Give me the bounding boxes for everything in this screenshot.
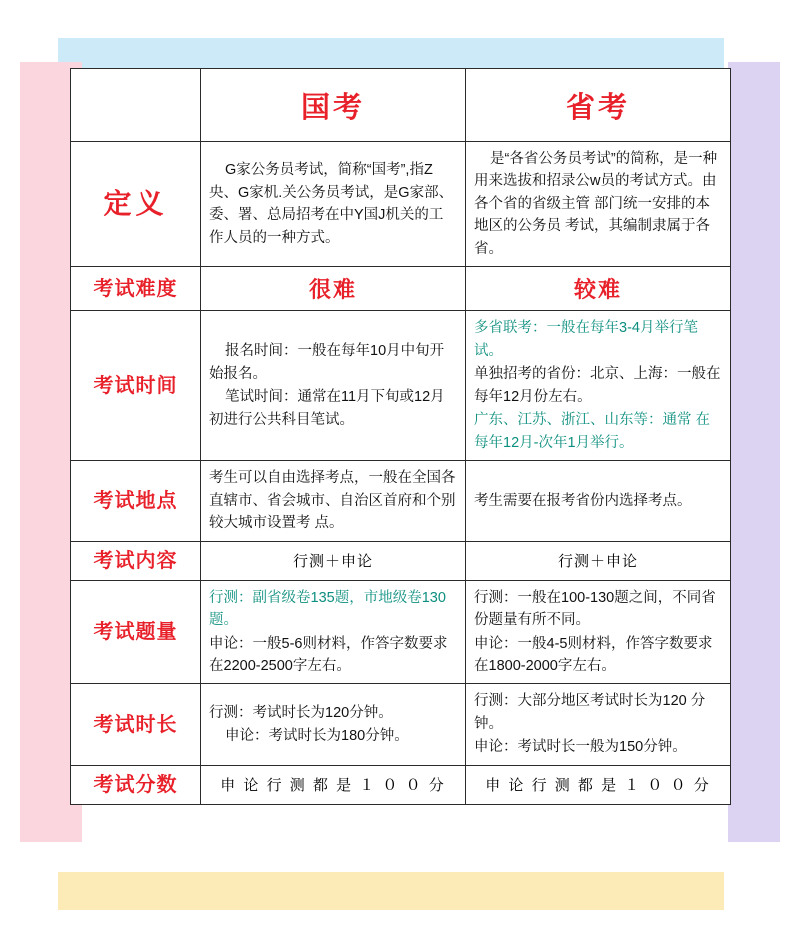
cell-text: 行测：副省级卷135题，市地级卷130题。 — [209, 589, 446, 629]
cell-text: 申论：考试时长为180分钟。 — [225, 728, 409, 745]
cell-text: 申论：一般4-5则材料，作答字数要求在1800-2000字左右。 — [474, 635, 713, 674]
row-label-exam-location: 考试地点 — [71, 461, 201, 541]
cell-exam-time-shengkao — [466, 311, 731, 461]
row-label-difficulty: 考试难度 — [71, 267, 201, 311]
cell-text: 多省联考：一般在每年3-4月举行笔试。 — [474, 320, 698, 359]
table-row — [71, 267, 731, 311]
row-label-exam-time: 考试时间 — [71, 311, 201, 461]
cell-difficulty-shengkao: 较难 — [466, 267, 731, 311]
decor-bottom-yellow-band — [58, 872, 724, 910]
table-header-row — [71, 69, 731, 142]
cell-question-count-guokao — [201, 580, 466, 684]
cell-exam-time-guokao — [201, 311, 466, 461]
table-row — [71, 142, 731, 267]
table-row — [71, 684, 731, 765]
cell-exam-score-guokao: 申 论 行 测 都 是 １ ０ ０ 分 — [201, 765, 466, 804]
cell-definition-shengkao — [466, 142, 731, 267]
table-row — [71, 580, 731, 684]
decor-top-blue-band — [58, 38, 724, 72]
header-corner-cell — [71, 69, 201, 142]
cell-text: 单独招考的省份：北京、上海：一般在每年12月份左右。 — [474, 366, 721, 405]
cell-definition-guokao — [201, 142, 466, 267]
comparison-table — [70, 68, 731, 805]
cell-text: 申论：考试时长一般为150分钟。 — [474, 739, 687, 756]
header-guokao: 国考 — [201, 69, 466, 142]
cell-difficulty-guokao: 很难 — [201, 267, 466, 311]
cell-exam-location-shengkao — [466, 461, 731, 541]
table-row — [71, 311, 731, 461]
cell-text: 行测：考试时长为120分钟。 — [209, 704, 393, 721]
cell-text: 申论：一般5-6则材料，作答字数要求在2200-2500字左右。 — [209, 635, 448, 674]
cell-text: 报名时间：一般在每年10月中旬开始报名。 — [209, 343, 445, 382]
cell-text: 是“各省公务员考试”的简称，是一种用来选拔和招录公w员的考试方式。由各个省的省级主管 部门统一安排的本地区的公务员 考试，其编制隶属于各省。 — [474, 151, 718, 257]
cell-exam-duration-shengkao — [466, 684, 731, 765]
table-row — [71, 461, 731, 541]
row-label-exam-score: 考试分数 — [71, 765, 201, 804]
row-label-exam-duration: 考试时长 — [71, 684, 201, 765]
cell-exam-content-shengkao: 行测＋申论 — [466, 541, 731, 580]
cell-text: 考生需要在报考省份内选择考点。 — [474, 492, 692, 509]
decor-right-purple-panel — [728, 62, 780, 842]
comparison-table-wrapper — [70, 68, 730, 805]
cell-text: 行测：一般在100-130题之间，不同省份题量有所不同。 — [474, 589, 716, 629]
cell-text: 笔试时间：通常在11月下旬或12月初进行公共科目笔试。 — [209, 389, 445, 428]
row-label-exam-content: 考试内容 — [71, 541, 201, 580]
row-label-definition: 定义 — [71, 142, 201, 267]
header-shengkao: 省考 — [466, 69, 731, 142]
row-label-question-count: 考试题量 — [71, 580, 201, 684]
cell-text: 考生可以自由选择考点，一般在全国各直辖市、省会城市、自治区首府和个别较大城市设置考 点。 — [209, 470, 456, 532]
cell-exam-location-guokao — [201, 461, 466, 541]
table-row — [71, 765, 731, 804]
cell-text: 广东、江苏、浙江、山东等：通常 在每年12月-次年1月举行。 — [474, 412, 711, 451]
table-row — [71, 541, 731, 580]
cell-question-count-shengkao — [466, 580, 731, 684]
cell-exam-content-guokao: 行测＋申论 — [201, 541, 466, 580]
cell-exam-duration-guokao — [201, 684, 466, 765]
cell-text: G家公务员考试，简称“国考”,指Z央、G家机.关公务员考试，是G家部、委、署、总局招考在中Y国J机关的工作人员的一种方式。 — [209, 162, 454, 246]
cell-exam-score-shengkao: 申 论 行 测 都 是 １ ０ ０ 分 — [466, 765, 731, 804]
cell-text: 行测：大部分地区考试时长为120 分钟。 — [474, 693, 706, 732]
